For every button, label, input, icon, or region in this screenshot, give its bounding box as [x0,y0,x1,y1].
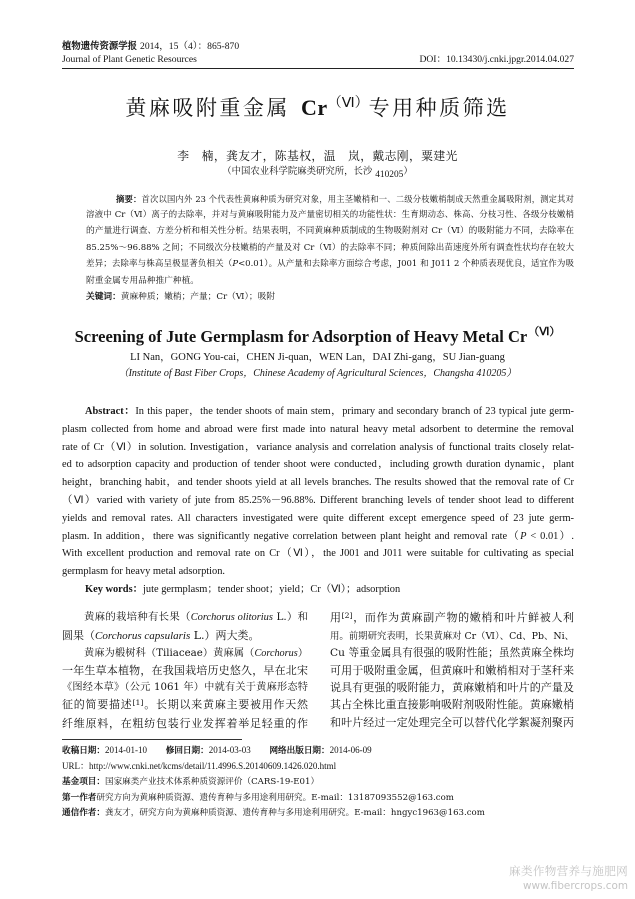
received-date: 2014-01-10 [104,745,147,755]
text-line [86,256,574,272]
bold-run: 摘要： [116,193,142,204]
text-line: 可用于吸附重金属，但黄麻叶和嫩梢相对于茎秆来 [330,664,574,677]
footnote-url [62,759,574,775]
corresponding-text: 龚友才，研究方向为黄麻种质资源、遗传育种与多用途利用研究。E-mail：hngyc1963@163.com [104,807,485,818]
title-cn-element: Cr [301,95,328,120]
text-run: < 0.01）. [526,530,574,542]
body-left-column [62,609,308,731]
text-run: 首次以国内外 23 个代表性黄麻种质为研究对象，用主茎嫩梢和一、二级分枝嫩梢制成天然重金属吸附剂，测定其对 [141,193,574,204]
journal-name-en: Journal of Plant Genetic Resources [62,54,197,65]
text-line: germplasm for heavy metal adsorption. [62,566,226,578]
text-line: Cu 等重金属具有很强的吸附性能；虽然黄麻全株均 [330,646,574,659]
affiliation-cn-close: ） [403,166,413,177]
text-line: 用。前期研究表明，长果黄麻对 Cr（Ⅵ）、Cd、Pb、Ni、 [330,630,574,642]
watermark [509,864,628,893]
abstract-en [62,403,574,581]
title-en-main: Screening of Jute Germplasm for Adsorption of Heavy Metal Cr [74,327,528,346]
text-line: 《图经本草》（公元 1061 年）中就有关于黄麻形态特 [62,682,308,694]
text-line: 附重金属专用品种推广种植。 [86,275,199,286]
keywords-en-text: jute germplasm；tender shoot；yield；Cr（Ⅵ）；adsorption [143,584,401,595]
text-run: 用 [330,611,342,625]
text-line: rate of Cr（Ⅵ）in solution. Investigation，variance analysis and correlation analysis of functional traits closely relat- [62,441,574,453]
text-line: 纤维原料，在粗纺包装行业发挥着举足轻重的作 [62,716,308,730]
text-line: 其占全株比重直接影响吸附剂吸附性能。黄麻嫩梢 [330,698,574,712]
abstract-cn [86,191,574,289]
text-line [62,696,308,714]
text-line: height，branching habit，and tender shoots yield at all levels branches. The results showed that the removal rate of Cr [62,477,574,489]
text-line: 说具有更强的吸附能力，黄麻嫩梢和叶片的产量及 [330,681,574,695]
text-run: L.）和 [272,611,308,624]
fund-label: 基金项目： [62,777,105,788]
title-cn-valence: （Ⅵ） [327,96,369,111]
text-line: plasm collected from home and abroad were first made into natural heavy metal adsorbent to determine the removal [62,423,574,435]
title-en-valence: （Ⅵ） [528,326,561,338]
header-rule [62,68,574,69]
italic-run: Corchorus capsularis [95,629,191,642]
footnote-corresponding-author [62,806,574,821]
online-label: 网络出版日期： [269,746,330,756]
text-run: ，而作为黄麻副产物的嫩梢和叶片鲜被人利 [352,611,574,625]
title-en [0,326,635,350]
text-line: yields and removal rates. All characters investigated were quite different except emergence speed of 23 jute germ- [62,512,574,524]
title-cn [0,94,635,126]
text-line [62,609,308,626]
authors-cn: 李 楠，龚友才，陈基权，温 岚，戴志刚，粟建光 [177,149,458,163]
superscript-run: [1] [132,697,144,707]
text-line [62,627,308,645]
revised-label: 修回日期： [165,746,209,756]
authors-en: LI Nan，GONG You-cai，CHEN Ji-quan，WEN Lan，DAI Zhi-gang，SU Jian-guang [130,352,505,363]
text-line [330,609,574,627]
italic-run: P [232,259,239,270]
title-cn-main: 黄麻吸附重金属 [125,96,300,120]
watermark-site-url: www.fibercrops.com [522,880,628,892]
journal-citation [62,40,239,53]
url-label: URL： [62,761,90,772]
watermark-site-name: 麻类作物营养与施肥网 [509,864,628,878]
doi: DOI：10.13430/j.cnki.jpgr.2014.04.027 [419,54,574,65]
footnotes [62,743,574,821]
footnote-fund [62,775,574,790]
italic-run: Corchorus olitorius [190,612,273,624]
affiliation-cn [0,165,635,179]
journal-name-cn: 植物遗传资源学报 [62,41,138,52]
first-author-label: 第一作者 [62,792,97,803]
footnote-rule [62,739,242,740]
revised-date: 2014-03-03 [208,745,251,755]
keywords-en [85,581,574,599]
running-header-left [62,40,239,66]
text-run: In this paper，the tender shoots of main stem，primary and secondary branch of 23 typical jute germ- [135,406,574,417]
body-right-column [330,609,574,730]
text-line: 85.25%～96.88% 之间；不同级次分枝嫩梢的产量及对 Cr（Ⅵ）的去除率不同；种质间除出苗速度外所有调查性状均存在较大 [86,242,574,253]
text-run: 征的简要描述 [62,698,133,712]
text-line: 的产量进行调查、方差分析和相关性分析。结果表明，不同黄麻种质制成的生物吸附剂对 Cr（Ⅵ）的吸附能力不同，去除率在 [86,226,574,237]
footnote-first-author [62,791,574,806]
text-line: 溶液中 Cr（Ⅵ）离子的去除率，并对与黄麻吸附能力及产量密切相关的功能性状：生育期动态、株高、分枝习性、各级分枝嫩梢 [86,209,574,220]
keywords-cn-text: 黄麻种质；嫩梢；产量；Cr（Ⅵ）；吸附 [120,292,275,302]
text-line: 和叶片经过一定处理完全可以替代化学絮凝剂聚丙 [330,715,574,729]
bold-run: Abstract： [85,406,136,417]
text-run: 圆果（ [62,628,95,642]
text-run: 黄麻的栽培种有长果（ [84,611,191,624]
keywords-cn [86,289,574,305]
affiliation-cn-postcode: 410205 [375,170,404,180]
italic-run: Corchorus [254,647,298,659]
affiliation-en: （Institute of Bast Fiber Crops，Chinese Academy of Agricultural Sciences，Changsha 410205） [118,368,517,379]
corresponding-label: 通信作者： [62,807,105,818]
text-line: （Ⅵ）varied with variety of jute from 85.25%－96.88%. Different branching levels of tender shoot lead to different [62,494,574,506]
abstract-en-paragraph [62,403,574,581]
first-author-text: 研究方向为黄麻种质资源、遗传育种与多用途利用研究。E-mail：13187093552@163.com [96,792,454,803]
body-paragraph [62,609,308,644]
text-line: With excellent production and removal rate on Cr（Ⅵ），the J001 and J011 were suitable for cultivating as special [62,548,574,560]
text-line [62,528,574,546]
received-label: 收稿日期： [62,746,105,756]
text-line [62,403,574,421]
text-run: 差异；去除率与株高呈极显著负相关（ [86,259,233,270]
superscript-run: [2] [341,610,353,620]
keywords-en-label: Key words： [85,584,144,595]
keywords-cn-label: 关键词： [86,292,121,302]
body-paragraph [62,645,308,732]
text-run: plasm. In addition，there was significantly negative correlation between plant height and removal rate（ [62,530,521,542]
issue-pages: 2014，15（4）：865-870 [140,41,240,52]
text-line [86,191,574,207]
italic-run: P [520,530,527,542]
affiliation-cn-org: （中国农业科学院麻类研究所，长沙 [222,166,376,177]
text-run: L.）两大类。 [190,628,260,642]
fund-text: 国家麻类产业技术体系种质资源评价（CARS-19-E01） [104,777,320,788]
title-cn-rest: 专用种质筛选 [368,96,510,120]
text-line [62,645,308,662]
text-line: ed to adsorption capacity and production of tender shoot were conducted，including growth duration dynamic，plant [62,459,574,471]
text-line: 一年生草本植物，在我国栽培历史悠久，早在北宋 [62,664,308,677]
text-run: ） [297,647,309,659]
abstract-cn-paragraph [86,191,574,289]
url-text: http://www.cnki.net/kcms/detail/11.4996.S.20140609.1426.020.html [89,761,337,772]
footnote-dates [62,743,574,759]
text-run: 黄麻为椴树科（Tiliaceae）黄麻属（ [84,647,255,659]
online-date: 2014-06-09 [329,745,372,755]
text-run: <0.01）。从产量和去除率方面综合考虑，J001 和 J011 2 个种质表现优良，适宜作为吸 [238,259,574,270]
text-run: 。长期以来黄麻主要被用作天然 [143,698,309,712]
body-paragraph [330,609,574,730]
